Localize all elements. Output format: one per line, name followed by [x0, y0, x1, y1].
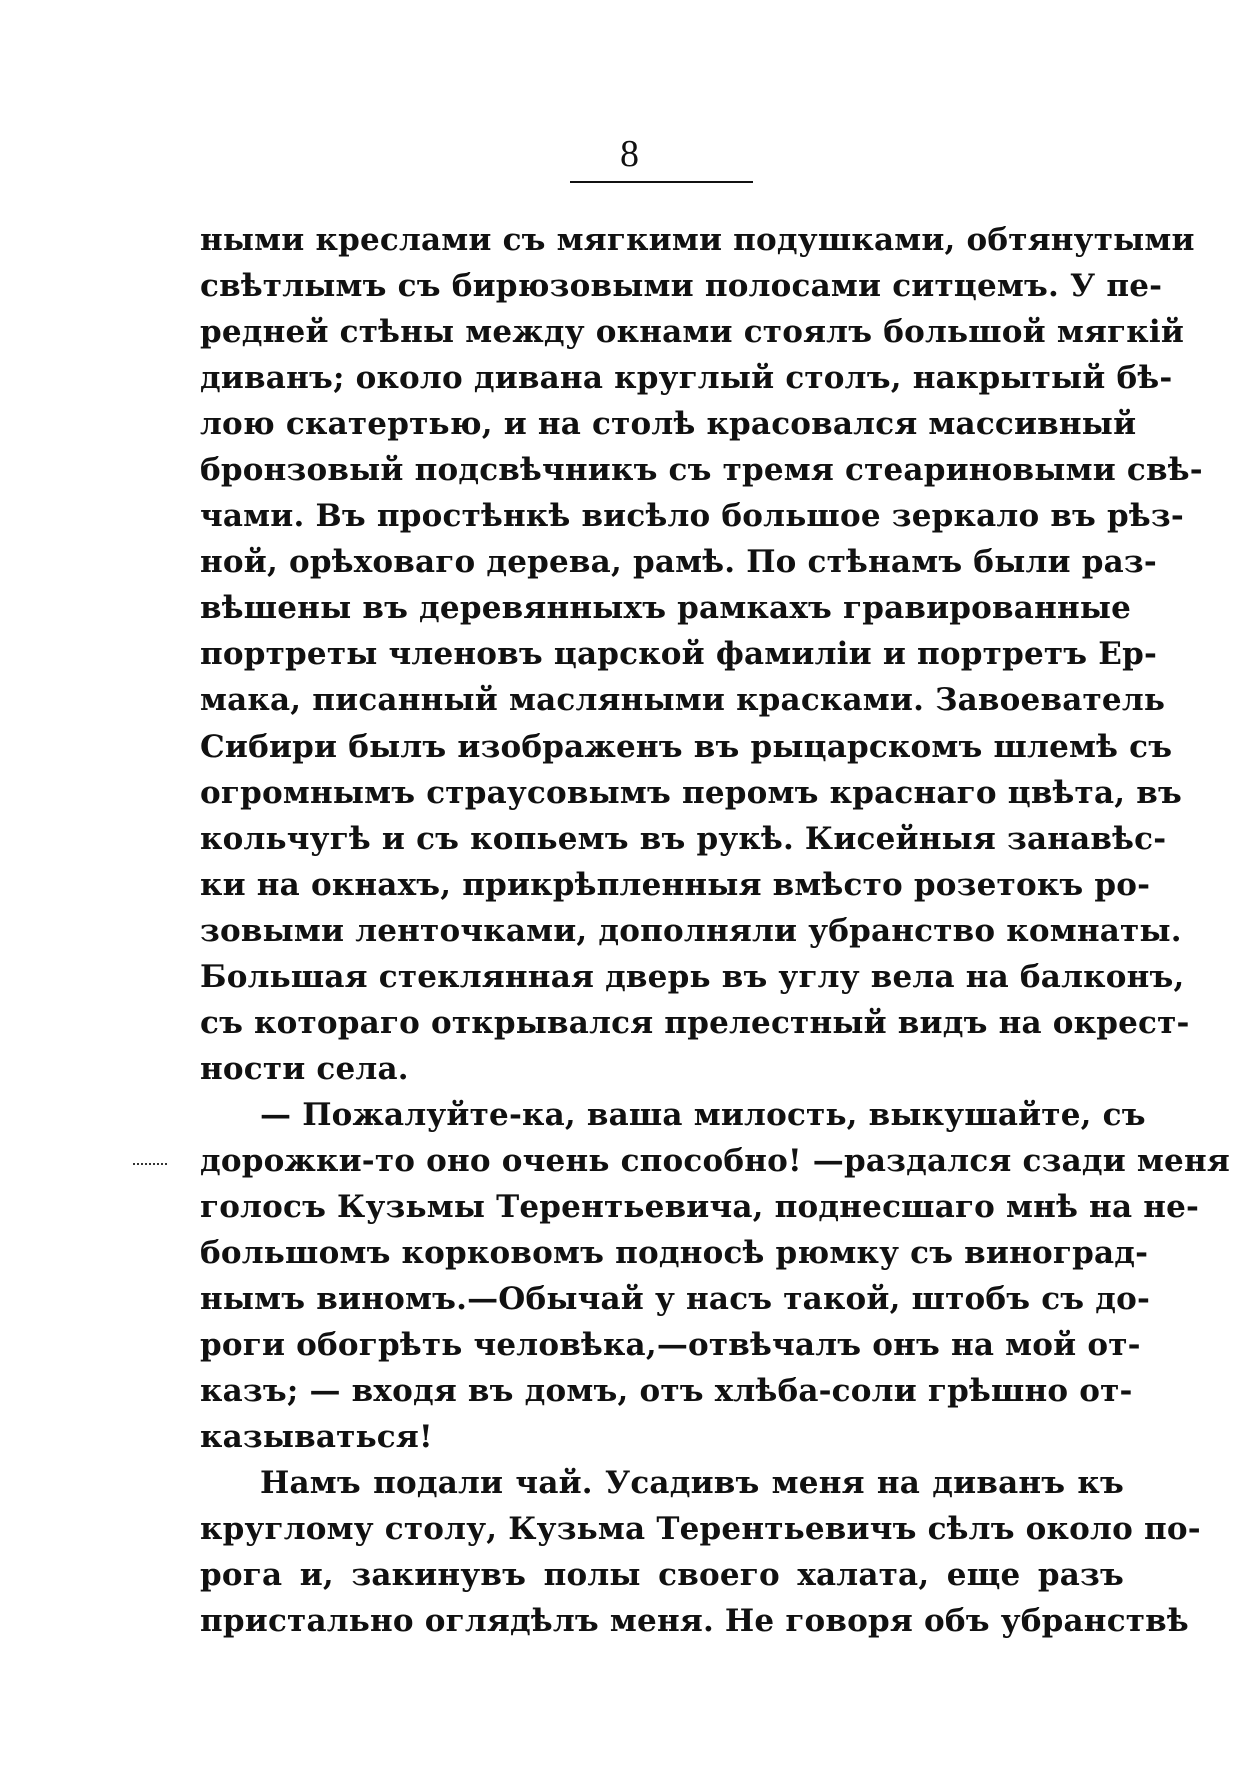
text-line: огромнымъ страусовымъ перомъ краснаго цвѣта, въ: [200, 774, 1182, 811]
text-line: кольчугѣ и съ копьемъ въ рукѣ. Кисейныя занавѣс-: [200, 820, 1167, 857]
text-line: свѣтлымъ съ бирюзовыми полосами ситцемъ. У пе-: [200, 268, 1163, 305]
text-line: редней стѣны между окнами стоялъ большой мягкій: [200, 314, 1185, 351]
text-line: круглому столу, Кузьма Терентьевичъ сѣлъ около по-: [200, 1511, 1201, 1548]
text-line: рога и, закинувъ полы своего халата, еще разъ: [200, 1557, 1124, 1594]
text-line: большомъ корковомъ подносѣ рюмку съ виноград-: [200, 1235, 1149, 1272]
text-line: портреты членовъ царской фамиліи и портретъ Ер-: [200, 636, 1158, 673]
text-line: ки на окнахъ, прикрѣпленныя вмѣсто розетокъ ро-: [200, 866, 1151, 903]
text-line: Большая стеклянная дверь въ углу вела на балконъ,: [200, 958, 1185, 995]
text-line: диванъ; около дивана круглый столъ, накрытый бѣ-: [200, 360, 1173, 397]
text-line: нымъ виномъ.—Обычай у насъ такой, штобъ съ до-: [200, 1281, 1151, 1318]
text-line: — Пожалуйте-ка, ваша милость, выкушайте, съ: [260, 1096, 1146, 1133]
text-line: казъ; — входя въ домъ, отъ хлѣба-соли грѣшно от-: [200, 1373, 1133, 1410]
margin-mark: [133, 1163, 167, 1168]
text-line: съ котораго открывался прелестный видъ на окрест-: [200, 1004, 1190, 1041]
text-line: роги обогрѣть человѣка,—отвѣчалъ онъ на мой от-: [200, 1327, 1141, 1364]
text-line: Намъ подали чай. Усадивъ меня на диванъ къ: [260, 1465, 1124, 1502]
text-line: бронзовый подсвѣчникъ съ тремя стеариновыми свѣ-: [200, 452, 1203, 489]
page-number: 8: [620, 133, 639, 175]
text-line: голосъ Кузьмы Терентьевича, поднесшаго мнѣ на не-: [200, 1188, 1200, 1225]
text-line: ными креслами съ мягкими подушками, обтянутыми: [200, 222, 1195, 258]
text-line: казываться!: [200, 1419, 433, 1456]
text-line: ности села.: [200, 1050, 409, 1087]
text-line: пристально оглядѣлъ меня. Не говоря объ убранствѣ: [200, 1603, 1189, 1640]
page-number-rule: [570, 181, 753, 183]
text-line: мака, писанный масляными красками. Завоеватель: [200, 682, 1166, 719]
text-line: чами. Въ простѣнкѣ висѣло большое зеркало въ рѣз-: [200, 498, 1184, 535]
text-line: лою скатертью, и на столѣ красовался массивный: [200, 406, 1137, 443]
text-line: зовыми ленточками, дополняли убранство комнаты.: [200, 912, 1182, 949]
text-line: дорожки-то оно очень способно! —раздался сзади меня: [200, 1142, 1230, 1179]
text-line: ной, орѣховаго дерева, рамѣ. По стѣнамъ были раз-: [200, 544, 1157, 581]
text-line: Сибири былъ изображенъ въ рыцарскомъ шлемѣ съ: [200, 728, 1173, 765]
body-text: [200, 217, 1230, 1644]
text-line: вѣшены въ деревянныхъ рамкахъ гравированные: [200, 590, 1132, 627]
